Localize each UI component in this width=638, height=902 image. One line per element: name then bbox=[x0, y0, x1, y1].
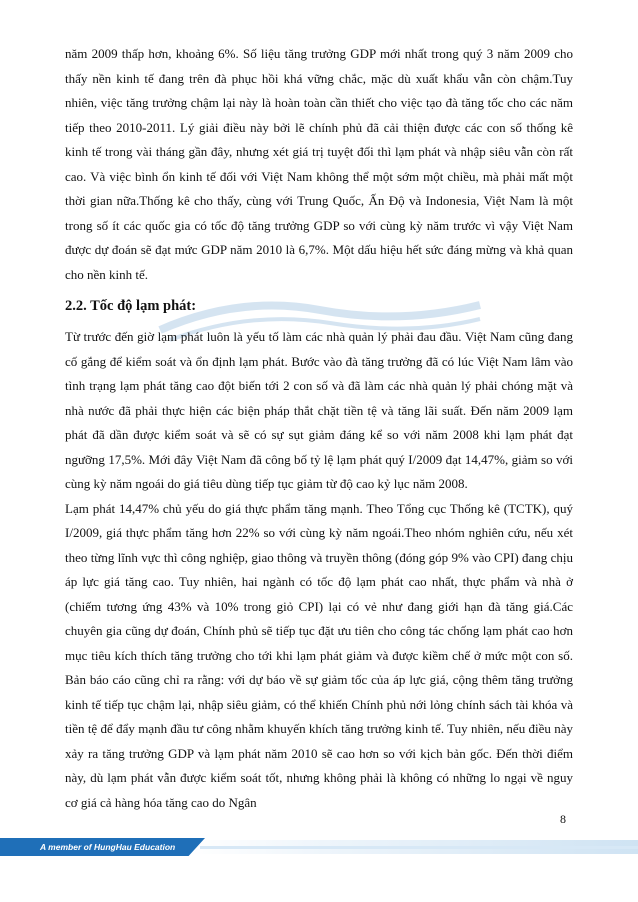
paragraph: Từ trước đến giờ lạm phát luôn là yếu tố làm các nhà quản lý phải đau đầu. Việt Nam cũng đang cố gắng để kiểm soát và ổn định lạm phát. Bước vào đà tăng trưởng đã có lúc Việt Nam lâm vào tình trạng lạm phát tăng cao đột biến tới 2 con số và đã làm các nhà quản lý phải chóng mặt và nhà nước đã phải thực hiện các biện pháp thắt chặt tiền tệ và tăng lãi suất. Đến năm 2009 lạm phát đã dần được kiểm soát và sẽ có sự sụt giảm đáng kể so với năm 2008 khi lạm phát đạt ngưỡng 17,5%. Mới đây Việt Nam đã công bố tỷ lệ lạm phát quý I/2009 đạt 14,47%, giảm so với cùng kỳ năm ngoái do giá tiêu dùng tiếp tục giảm từ độ cao kỷ lục năm 2008. bbox=[65, 329, 573, 491]
document-body bbox=[65, 42, 573, 815]
page-number: 8 bbox=[560, 812, 566, 826]
footer-band bbox=[0, 838, 638, 856]
paragraph: Lạm phát 14,47% chủ yếu do giá thực phẩm tăng mạnh. Theo Tổng cục Thống kê (TCTK), quý I/2009, giá thực phẩm tăng hơn 22% so với cùng kỳ năm ngoái.Theo nhóm nghiên cứu, nếu xét theo từng lĩnh vực thì công nghiệp, giao thông và truyền thông (đóng góp 9% vào CPI) đang chịu áp lực giá tăng cao. Tuy nhiên, hai ngành có tốc độ lạm phát cao nhất, thực phẩm và nhà ở (chiếm tương ứng 43% và 10% trong giỏ CPI) lại có vẻ như đang giới hạn đà tăng giá.Các chuyên gia cũng dự đoán, Chính phủ sẽ tiếp tục đặt ưu tiên cho công tác chống lạm phát cao hơn mục tiêu kích thích tăng trưởng cho tới khi lạm phát giảm và được kiềm chế ở mức một con số. Bản báo cáo cũng chỉ ra rằng: với dự báo về sự giảm tốc của áp lực giá, cộng thêm tăng trưởng kinh tế tiếp tục chậm lại, nhập siêu giảm, có thể khiến Chính phủ nới lỏng chính sách tài khóa và tiền tệ để đẩy mạnh đầu tư công nhằm khuyến khích tăng trưởng kinh tế. Tuy nhiên, nếu điều này xảy ra tăng trưởng GDP và lạm phát năm 2010 sẽ cao hơn so với kịch bản gốc. Đến thời điểm này, dù lạm phát vẫn được kiểm soát tốt, nhưng không phải là không có những lo ngại về nguy cơ giá cả hàng hóa tăng cao do Ngân bbox=[65, 500, 573, 810]
paragraph: năm 2009 thấp hơn, khoảng 6%. Số liệu tăng trưởng GDP mới nhất trong quý 3 năm 2009 cho thấy nền kinh tế đang trên đà phục hồi khá vững chắc, mặc dù xuất khẩu vẫn còn chậm.Tuy nhiên, việc tăng trưởng chậm lại này là hoàn toàn cần thiết cho việc tạo đà tăng tốc cho các năm tiếp theo 2010-2011. Lý giải điều này bởi lẽ chính phủ đã cải thiện được các con số thống kê kinh tế trong vài tháng gần đây, nhưng xét giá trị tuyệt đối thì lạm phát và nhập siêu vẫn còn rất cao. Và việc bình ổn kinh tế đối với Việt Nam không thể một sớm một chiều, mà phải mất một thời gian nữa.Thống kê cho thấy, cùng với Trung Quốc, Ấn Độ và Indonesia, Việt Nam là một trong số ít các quốc gia có tốc độ tăng trưởng GDP so với cùng kỳ năm trước vì vậy Việt Nam được dự đoán sẽ đạt mức GDP năm 2010 là 6,7%. Một dấu hiệu hết sức đáng mừng và khả quan cho nền kinh tế. bbox=[65, 46, 573, 282]
footer-text: A member of HungHau Education bbox=[40, 842, 176, 852]
footer-decorative-stripe bbox=[200, 846, 638, 849]
section-heading: 2.2. Tốc độ lạm phát: bbox=[65, 298, 197, 314]
